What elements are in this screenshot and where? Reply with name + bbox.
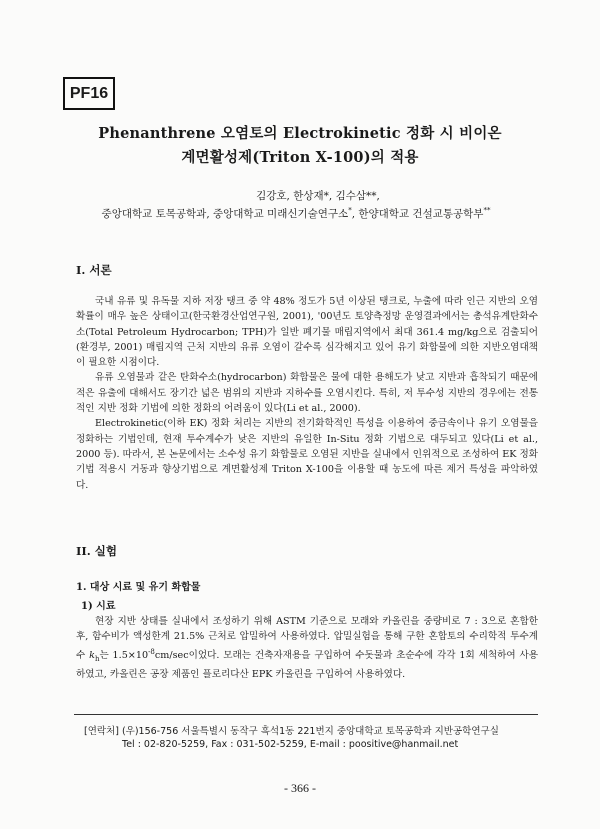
experiment-body bbox=[76, 614, 538, 682]
permeability-subscript: h bbox=[94, 654, 100, 663]
footnote-divider bbox=[74, 714, 538, 715]
paper-id-badge: PF16 bbox=[63, 77, 115, 110]
title-line-2: 계면활성제(Triton X-100)의 적용 bbox=[181, 149, 419, 166]
experiment-text-c: cm/sec이었다. 모래는 건축자재용을 구입하여 수돗물과 초순수에 각각 1회 세척하여 사용하였고, 카올린은 공장 제품인 플로리다산 EPK 카올린을 구입하여 사용하였다. bbox=[76, 649, 539, 680]
intro-paragraph-2: 유류 오염물과 같은 탄화수소(hydrocarbon) 화합물은 물에 대한 용해도가 낮고 지반과 흡착되기 때문에 적은 유출에 대해서도 장기간 넓은 범위의 지반과 지하수를 오염시킨다. 특히, 저 투수성 지반의 경우에는 전통적인 지반 정화 기법에 의한 정화의 어려움이 있다(Li et al., 2000). bbox=[76, 372, 538, 415]
permeability-exponent: -8 bbox=[148, 647, 155, 656]
subsubsection-heading-soil: 1) 시료 bbox=[81, 601, 116, 612]
permeability-symbol: k bbox=[89, 649, 95, 661]
intro-paragraph-1: 국내 유류 및 유독물 지하 저장 탱크 중 약 48% 정도가 5년 이상된 탱크로, 누출에 따라 인근 지반의 오염 확률이 매우 높은 상태이고(한국환경산업연구원, 2001), '00년도 토양측정망 운영결과에서는 총석유계탄화수소(Total Petroleum Hydrocarbon; TPH)가 일반 폐기물 매립지역에서 최대 361.4 mg/kg으로 검출되어(환경부, 2001) 매립지역 근처 지반의 유류 오염이 갈수록 심각해지고 있어 유기 화합물에 의한 지반오염대책이 필요한 시점이다. bbox=[76, 296, 538, 369]
affiliation-3: , 한양대학교 건설교통공학부 bbox=[351, 208, 484, 220]
contact-address: [연락처] (우)156-756 서울특별시 동작구 흑석1동 221번지 중앙대학교 토목공학과 지반공학연구실 bbox=[84, 726, 499, 737]
section-heading-experiment: II. 실험 bbox=[76, 544, 117, 558]
experiment-text-a: 현장 지반 상태를 실내에서 조성하기 위해 ASTM 기준으로 모래와 카올린을 중량비로 7 : 3으로 혼합한 후, 함수비가 액성한계 21.5% 근처로 압밀하여 사용하였다. 압밀실험을 통해 구한 혼합토의 수리학적 투수계수 bbox=[76, 616, 538, 661]
affiliations bbox=[0, 206, 596, 221]
contact-phone-email: Tel : 02-820-5259, Fax : 031-502-5259, E-mail : poositive@hanmail.net bbox=[122, 739, 459, 750]
subsection-heading-samples: 1. 대상 시료 및 유기 화합물 bbox=[76, 582, 201, 593]
section-heading-introduction: I. 서론 bbox=[76, 263, 112, 277]
authors: 김강호, 한상재*, 김수삼**, bbox=[256, 190, 380, 202]
introduction-body bbox=[76, 294, 538, 493]
experiment-text-b: 는 1.5×10 bbox=[99, 649, 149, 661]
affiliation-2-mark: * bbox=[348, 206, 352, 215]
page-number: - 366 - bbox=[284, 781, 316, 795]
affiliation-2: 중앙대학교 미래신기술연구소 bbox=[213, 208, 349, 220]
experiment-paragraph-1 bbox=[76, 614, 538, 682]
affiliation-3-mark: ** bbox=[483, 206, 491, 215]
intro-paragraph-3: Electrokinetic(이하 EK) 정화 처리는 지반의 전기화학적인 특성을 이용하여 중금속이나 유기 오염물을 정화하는 기법인데, 현재 투수계수가 낮은 지반의 유일한 In-Situ 정화 기법으로 대두되고 있다(Li et al., 2000 등). 따라서, 본 논문에서는 소수성 유기 화합물로 오염된 지반을 실내에서 인위적으로 조성하여 EK 정화 기법 적용시 거동과 향상기법으로 계면활성제 Triton X-100을 이용할 때 농도에 따른 제거 특성을 파악하였다. bbox=[76, 418, 538, 491]
affiliation-1: 중앙대학교 토목공학과, bbox=[101, 208, 213, 220]
title-line-1: Phenanthrene 오염토의 Electrokinetic 정화 시 비이온 bbox=[98, 125, 502, 142]
